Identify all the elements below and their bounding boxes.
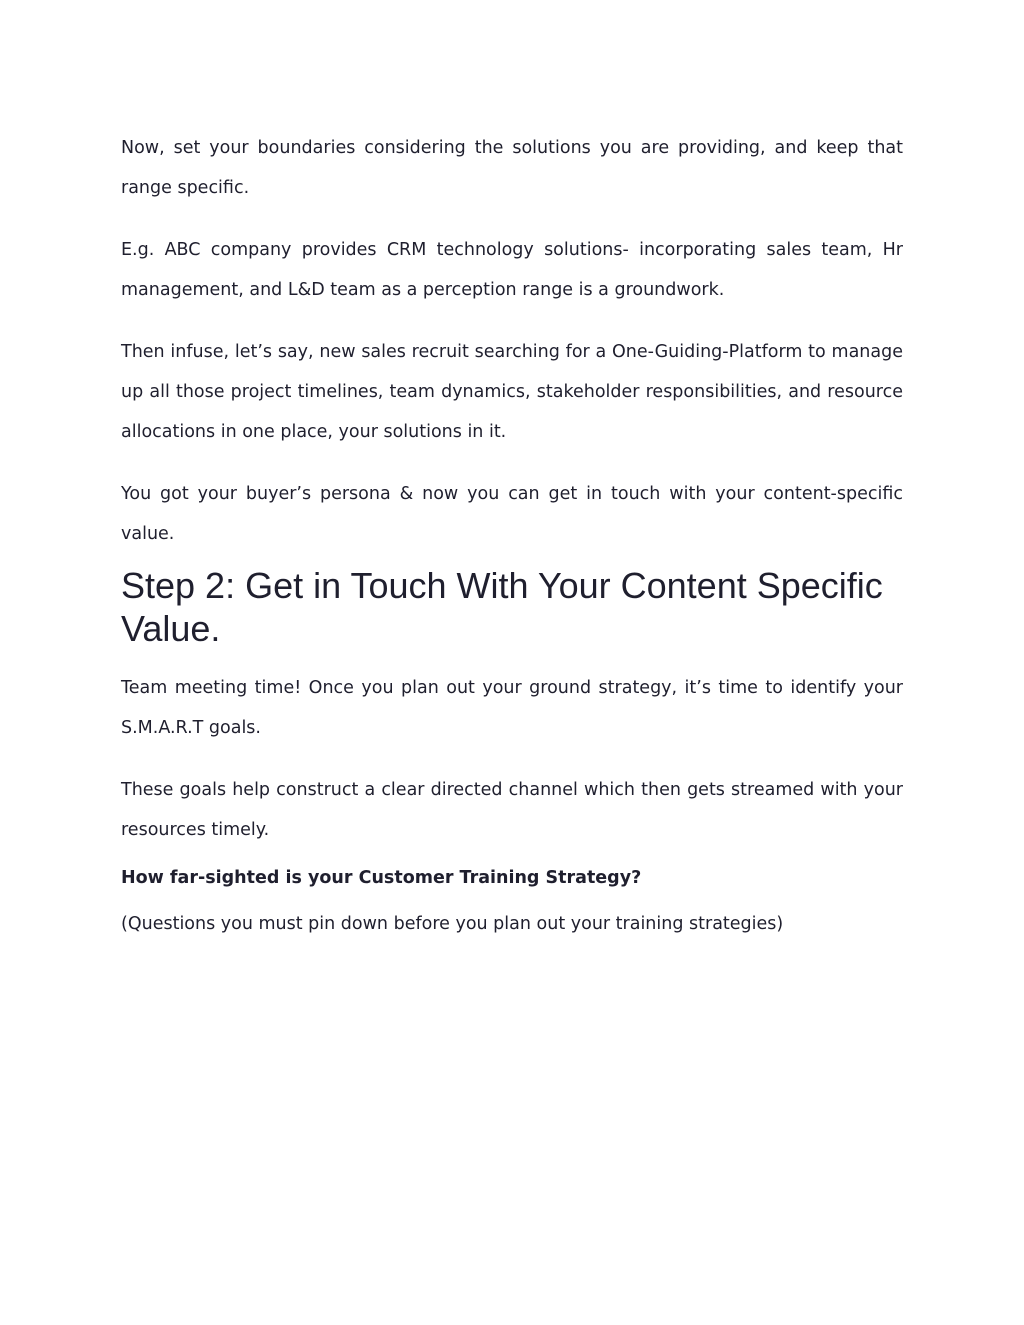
paragraph-team-meeting: Team meeting time! Once you plan out your ground strategy, it’s time to identify your S.M.A.R.T goals. bbox=[121, 678, 903, 738]
customer-training-subheading: How far-sighted is your Customer Training Strategy? bbox=[121, 868, 642, 888]
step2-heading: Step 2: Get in Touch With Your Content Specific Value. bbox=[121, 565, 883, 649]
paragraph-goals: These goals help construct a clear directed channel which then gets streamed with your resources timely. bbox=[121, 780, 903, 840]
questions-note: (Questions you must pin down before you plan out your training strategies) bbox=[121, 914, 784, 934]
paragraph-boundaries: Now, set your boundaries considering the solutions you are providing, and keep that range specific. bbox=[121, 138, 903, 198]
paragraph-persona: You got your buyer’s persona & now you can get in touch with your content-specific value. bbox=[121, 484, 903, 544]
document-page bbox=[121, 128, 903, 944]
paragraph-infuse: Then infuse, let’s say, new sales recruit searching for a One-Guiding-Platform to manage up all those project timelines, team dynamics, stakeholder responsibilities, and resource allocations in one place, your solutions in it. bbox=[121, 342, 903, 442]
paragraph-example: E.g. ABC company provides CRM technology solutions- incorporating sales team, Hr management, and L&D team as a perception range is a groundwork. bbox=[121, 240, 903, 300]
